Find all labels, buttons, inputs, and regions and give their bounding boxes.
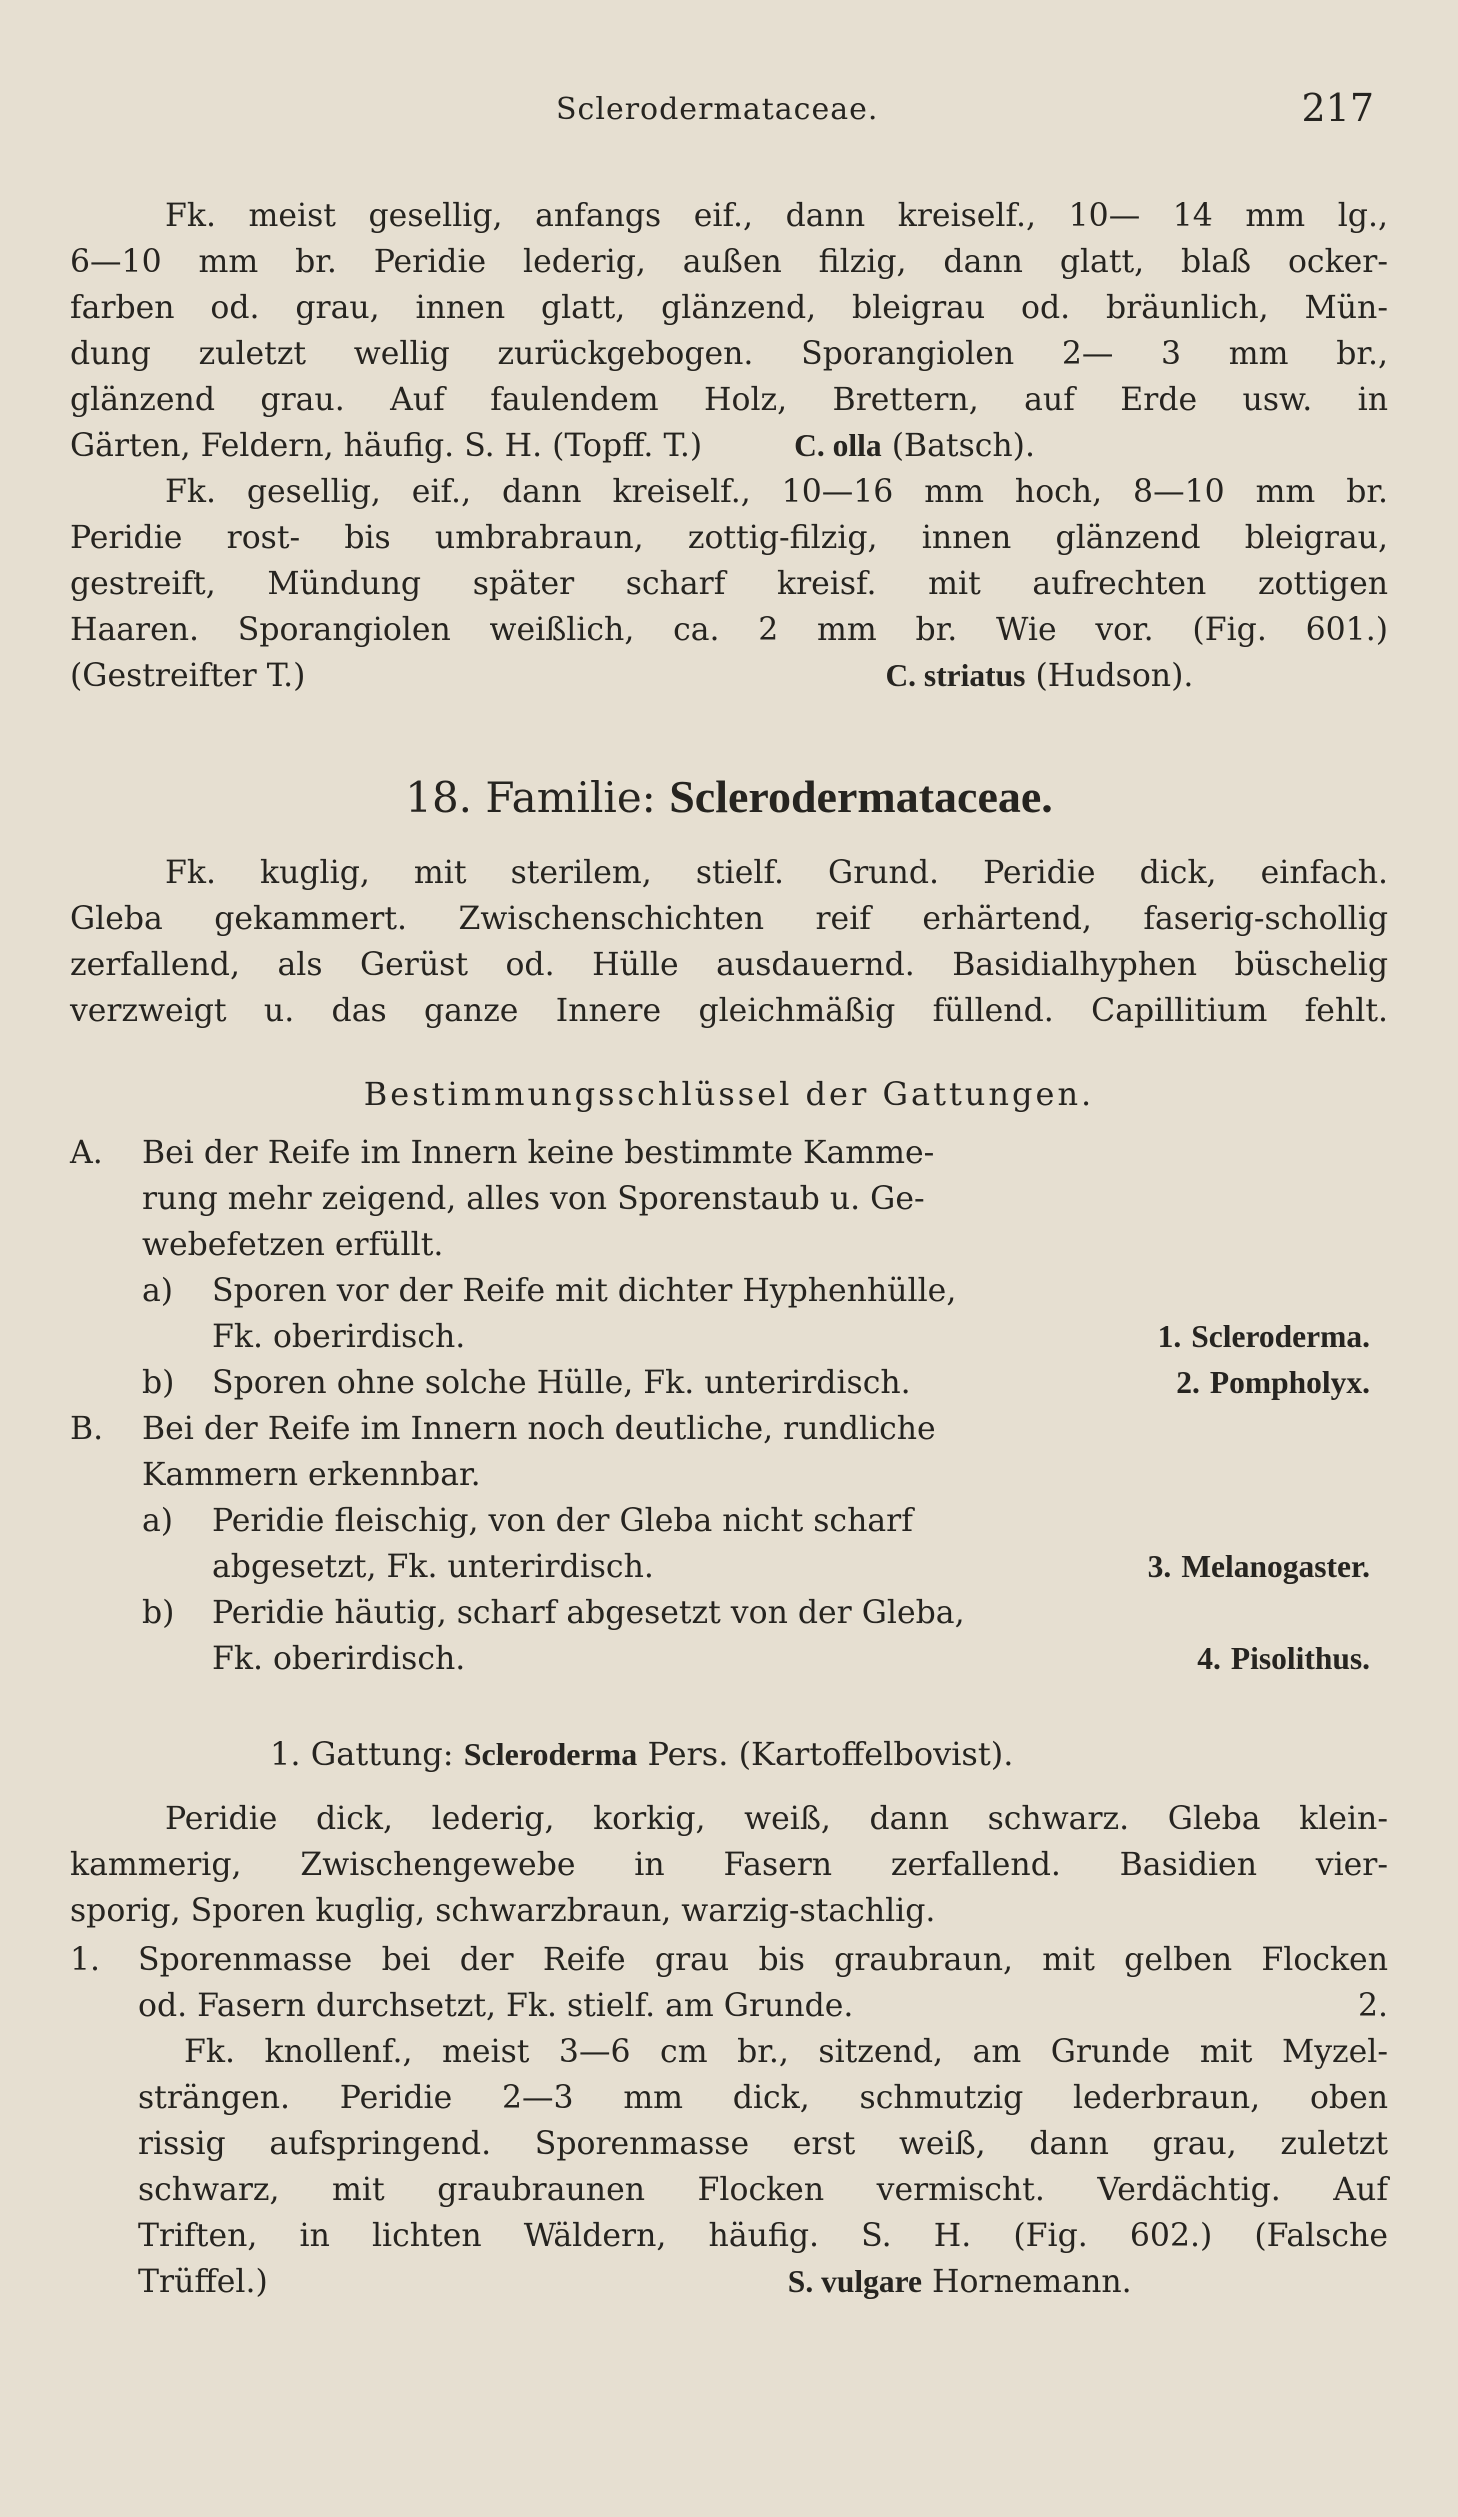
text-line: Sporenmasse bei der Reife grau bis graubraun, mit gelben Flocken bbox=[138, 1942, 1388, 1978]
text-line: Fk. kuglig, mit sterilem, stielf. Grund. Peridie dick, einfach. bbox=[165, 855, 1388, 891]
key-text: Peridie fleischig, von der Gleba nicht scharf bbox=[212, 1503, 913, 1539]
paragraph-c-striatus bbox=[70, 469, 1388, 699]
text-line: glänzend grau. Auf faulendem Holz, Brettern, auf Erde usw. in bbox=[70, 382, 1388, 418]
key-title: Bestimmungsschlüssel der Gattungen. bbox=[363, 1075, 1095, 1113]
key-line bbox=[70, 1590, 1370, 1636]
text-line: od. Fasern durchsetzt, Fk. stielf. am Grunde. bbox=[138, 1988, 854, 2024]
key-text: Fk. oberirdisch. bbox=[212, 1319, 466, 1355]
text-line bbox=[70, 653, 1388, 699]
text-line: verzweigt u. das ganze Innere gleichmäßig füllend. Capillitium fehlt. bbox=[70, 993, 1388, 1029]
determination-key bbox=[70, 1130, 1370, 1682]
key-text: Sporen ohne solche Hülle, Fk. unterirdisch. bbox=[212, 1365, 911, 1401]
text-line: Gleba gekammert. Zwischenschichten reif erhärtend, faserig-schollig bbox=[70, 901, 1388, 937]
key-sublabel: b) bbox=[142, 1365, 175, 1401]
key-result bbox=[1197, 1636, 1370, 1682]
text-fragment: Gärten, Feldern, häufig. S. H. (Topff. T.) bbox=[70, 428, 703, 464]
species-name: S. vulgare bbox=[787, 2264, 922, 2299]
result-number: 1. bbox=[1157, 1319, 1182, 1354]
key-result bbox=[1148, 1544, 1370, 1590]
species-author: (Hudson). bbox=[1035, 658, 1194, 694]
species-name: C. striatus bbox=[885, 658, 1026, 693]
text-line: Fk. knollenf., meist 3—6 cm br., sitzend, am Grunde mit Myzel- bbox=[184, 2034, 1388, 2070]
text-line: schwarz, mit graubraunen Flocken vermischt. Verdächtig. Auf bbox=[138, 2172, 1388, 2208]
couplet-reference: 2. bbox=[1357, 1988, 1388, 2024]
species-author: Hornemann. bbox=[932, 2264, 1132, 2300]
text-line: 6—10 mm br. Peridie lederig, außen filzig, dann glatt, blaß ocker- bbox=[70, 244, 1388, 280]
text-line: sporig, Sporen kuglig, schwarzbraun, warzig-stachlig. bbox=[70, 1893, 936, 1929]
key-result bbox=[1176, 1360, 1370, 1406]
text-fragment: (Gestreifter T.) bbox=[70, 658, 306, 694]
page-number: 217 bbox=[1301, 86, 1374, 130]
key-text: Sporen vor der Reife mit dichter Hyphenhülle, bbox=[212, 1273, 957, 1309]
text-line: dung zuletzt wellig zurückgebogen. Sporangiolen 2— 3 mm br., bbox=[70, 336, 1388, 372]
text-line bbox=[70, 423, 1388, 469]
key-sublabel: b) bbox=[142, 1595, 175, 1631]
genus-title-name: Scleroderma bbox=[463, 1736, 638, 1772]
text-line: Fk. gesellig, eif., dann kreiself., 10—16 mm hoch, 8—10 mm br. bbox=[165, 474, 1388, 510]
couplet-number: 1. bbox=[70, 1942, 101, 1978]
key-result bbox=[1158, 1314, 1370, 1360]
text-line: Triften, in lichten Wäldern, häufig. S. H. (Fig. 602.) (Falsche bbox=[138, 2218, 1388, 2254]
genus-name: Scleroderma. bbox=[1191, 1319, 1370, 1354]
key-text: abgesetzt, Fk. unterirdisch. bbox=[212, 1549, 654, 1585]
couplet-description bbox=[70, 2029, 1388, 2305]
key-line: rung mehr zeigend, alles von Sporenstaub u. Ge- bbox=[142, 1181, 925, 1217]
text-line: zerfallend, als Gerüst od. Hülle ausdauernd. Basidialhyphen büschelig bbox=[70, 947, 1388, 983]
key-label: B. bbox=[70, 1411, 104, 1447]
text-line: gestreift, Mündung später scharf kreisf. mit aufrechten zottigen bbox=[70, 566, 1388, 602]
key-line bbox=[70, 1130, 1370, 1176]
key-text: Fk. oberirdisch. bbox=[212, 1641, 466, 1677]
result-number: 4. bbox=[1197, 1641, 1221, 1676]
genus-description bbox=[70, 1796, 1388, 1934]
result-number: 2. bbox=[1176, 1365, 1200, 1400]
genus-prefix: 1. Gattung: bbox=[270, 1735, 454, 1773]
text-line: rissig aufspringend. Sporenmasse erst weiß, dann grau, zuletzt bbox=[138, 2126, 1388, 2162]
key-label: A. bbox=[70, 1135, 103, 1171]
genus-name: Pompholyx. bbox=[1209, 1365, 1370, 1400]
key-sublabel: a) bbox=[142, 1273, 174, 1309]
key-text: Peridie häutig, scharf abgesetzt von der Gleba, bbox=[212, 1595, 965, 1631]
key-line bbox=[70, 1544, 1370, 1590]
text-line bbox=[138, 2259, 1388, 2305]
genus-name: Pisolithus. bbox=[1230, 1641, 1370, 1676]
text-fragment: Trüffel.) bbox=[138, 2264, 268, 2300]
family-description bbox=[70, 850, 1388, 1034]
paragraph-c-olla bbox=[70, 193, 1388, 469]
family-prefix: 18. Familie: bbox=[405, 773, 656, 822]
couplet-line bbox=[70, 1937, 1388, 1983]
text-line: Peridie rost- bis umbrabraun, zottig-filzig, innen glänzend bleigrau, bbox=[70, 520, 1388, 556]
result-number: 3. bbox=[1147, 1549, 1172, 1584]
key-sublabel: a) bbox=[142, 1503, 174, 1539]
key-line: webefetzen erfüllt. bbox=[142, 1227, 444, 1263]
key-line: Kammern erkennbar. bbox=[142, 1457, 481, 1493]
couplet-1 bbox=[70, 1937, 1388, 2305]
genus-heading bbox=[270, 1735, 1013, 1773]
family-heading bbox=[0, 770, 1458, 823]
key-line bbox=[70, 1498, 1370, 1544]
text-line: farben od. grau, innen glatt, glänzend, bleigrau od. bräunlich, Mün- bbox=[70, 290, 1388, 326]
text-line: strängen. Peridie 2—3 mm dick, schmutzig lederbraun, oben bbox=[138, 2080, 1388, 2116]
text-line: kammerig, Zwischengewebe in Fasern zerfallend. Basidien vier- bbox=[70, 1847, 1388, 1883]
key-text: Bei der Reife im Innern noch deutliche, rundliche bbox=[142, 1411, 936, 1447]
genus-name: Melanogaster. bbox=[1181, 1549, 1370, 1584]
text-line: Peridie dick, lederig, korkig, weiß, dann schwarz. Gleba klein- bbox=[165, 1801, 1388, 1837]
couplet-line bbox=[70, 1983, 1388, 2029]
key-line bbox=[70, 1314, 1370, 1360]
text-line: Haaren. Sporangiolen weißlich, ca. 2 mm br. Wie vor. (Fig. 601.) bbox=[70, 612, 1388, 648]
genus-suffix: Pers. (Kartoffelbovist). bbox=[647, 1735, 1014, 1773]
species-name: C. olla bbox=[794, 428, 882, 463]
family-name: Sclerodermataceae. bbox=[669, 771, 1053, 822]
running-title: Sclerodermataceae. bbox=[556, 92, 879, 127]
key-line bbox=[70, 1636, 1370, 1682]
text-line: Fk. meist gesellig, anfangs eif., dann kreiself., 10— 14 mm lg., bbox=[165, 198, 1388, 234]
key-line bbox=[70, 1360, 1370, 1406]
key-text: Bei der Reife im Innern keine bestimmte Kamme- bbox=[142, 1135, 935, 1171]
key-line bbox=[70, 1268, 1370, 1314]
key-line bbox=[70, 1406, 1370, 1452]
species-author: (Batsch). bbox=[891, 428, 1035, 464]
